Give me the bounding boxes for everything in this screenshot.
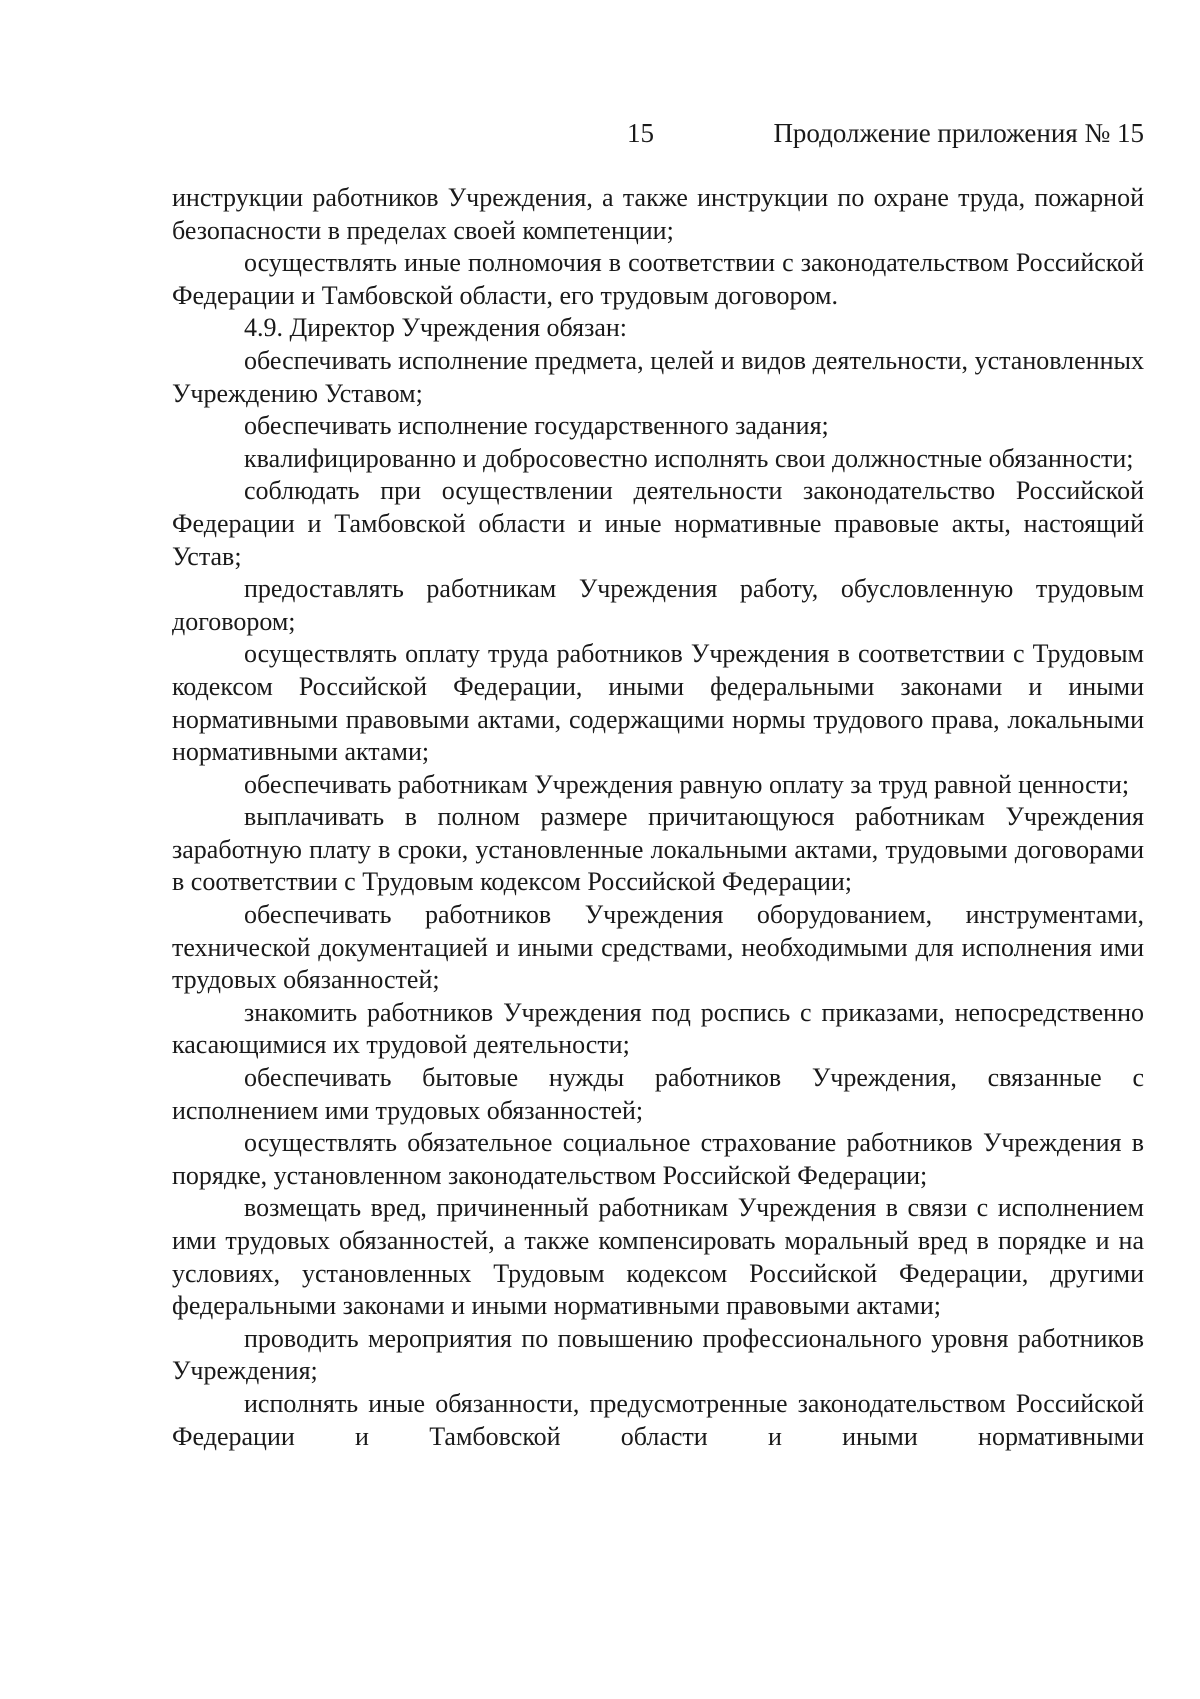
paragraph: знакомить работников Учреждения под роспись с приказами, непосредственно касающимися их трудовой деятельности; bbox=[172, 997, 1144, 1060]
paragraph: обеспечивать исполнение государственного задания; bbox=[244, 411, 829, 441]
paragraph: осуществлять иные полномочия в соответствии с законодательством Российской Федерации и Тамбовской области, его трудовым договором. bbox=[172, 248, 1144, 310]
paragraph: обеспечивать работникам Учреждения равную оплату за труд равной ценности; bbox=[244, 769, 1130, 799]
paragraph: проводить мероприятия по повышению профессионального уровня работников Учреждения; bbox=[172, 1323, 1144, 1386]
paragraph: инструкции работников Учреждения, а также инструкции по охране труда, пожарной безопасности в пределах своей компетенции; bbox=[172, 183, 1144, 245]
paragraph: предоставлять работникам Учреждения работу, обусловленную трудовым договором; bbox=[172, 574, 1144, 636]
paragraph: обеспечивать работников Учреждения оборудованием, инструментами, технической документацией и иными средствами, необходимыми для исполнения ими трудовых обязанностей; bbox=[172, 900, 1144, 995]
document-body bbox=[172, 182, 1144, 1453]
paragraph: обеспечивать исполнение предмета, целей и видов деятельности, установленных Учреждению Уставом; bbox=[172, 345, 1144, 408]
paragraph: исполнять иные обязанности, предусмотренные законодательством Российской Федерации и Тамбовской области и иными нормативными bbox=[172, 1388, 1144, 1451]
appendix-continuation-label: Продолжение приложения № 15 bbox=[773, 118, 1144, 148]
paragraph: возмещать вред, причиненный работникам Учреждения в связи с исполнением ими трудовых обязанностей, а также компенсировать моральный вред в порядке и на условиях, установленных Трудовым кодексом Российской Федерации, другими федеральными законами и иными нормативными правовыми актами; bbox=[172, 1193, 1144, 1321]
section-heading: 4.9. Директор Учреждения обязан: bbox=[244, 313, 628, 343]
paragraph: осуществлять оплату труда работников Учреждения в соответствии с Трудовым кодексом Российской Федерации, иными федеральными законами и иными нормативными правовыми актами, содержащими нормы трудового права, локальными нормативными актами; bbox=[172, 639, 1144, 767]
paragraph: обеспечивать бытовые нужды работников Учреждения, связанные с исполнением ими трудовых обязанностей; bbox=[172, 1063, 1144, 1125]
paragraph: квалифицированно и добросовестно исполнять свои должностные обязанности; bbox=[244, 443, 1134, 473]
paragraph: осуществлять обязательное социальное страхование работников Учреждения в порядке, установленном законодательством Российской Федерации; bbox=[172, 1128, 1144, 1190]
paragraph: соблюдать при осуществлении деятельности законодательство Российской Федерации и Тамбовской области и иные нормативные правовые акты, настоящий Устав; bbox=[172, 476, 1144, 571]
paragraph: выплачивать в полном размере причитающуюся работникам Учреждения заработную плату в сроки, установленные локальными актами, трудовыми договорами в соответствии с Трудовым кодексом Российской Федерации; bbox=[172, 802, 1144, 897]
page-header bbox=[172, 116, 1144, 150]
page-number: 15 bbox=[627, 118, 654, 148]
